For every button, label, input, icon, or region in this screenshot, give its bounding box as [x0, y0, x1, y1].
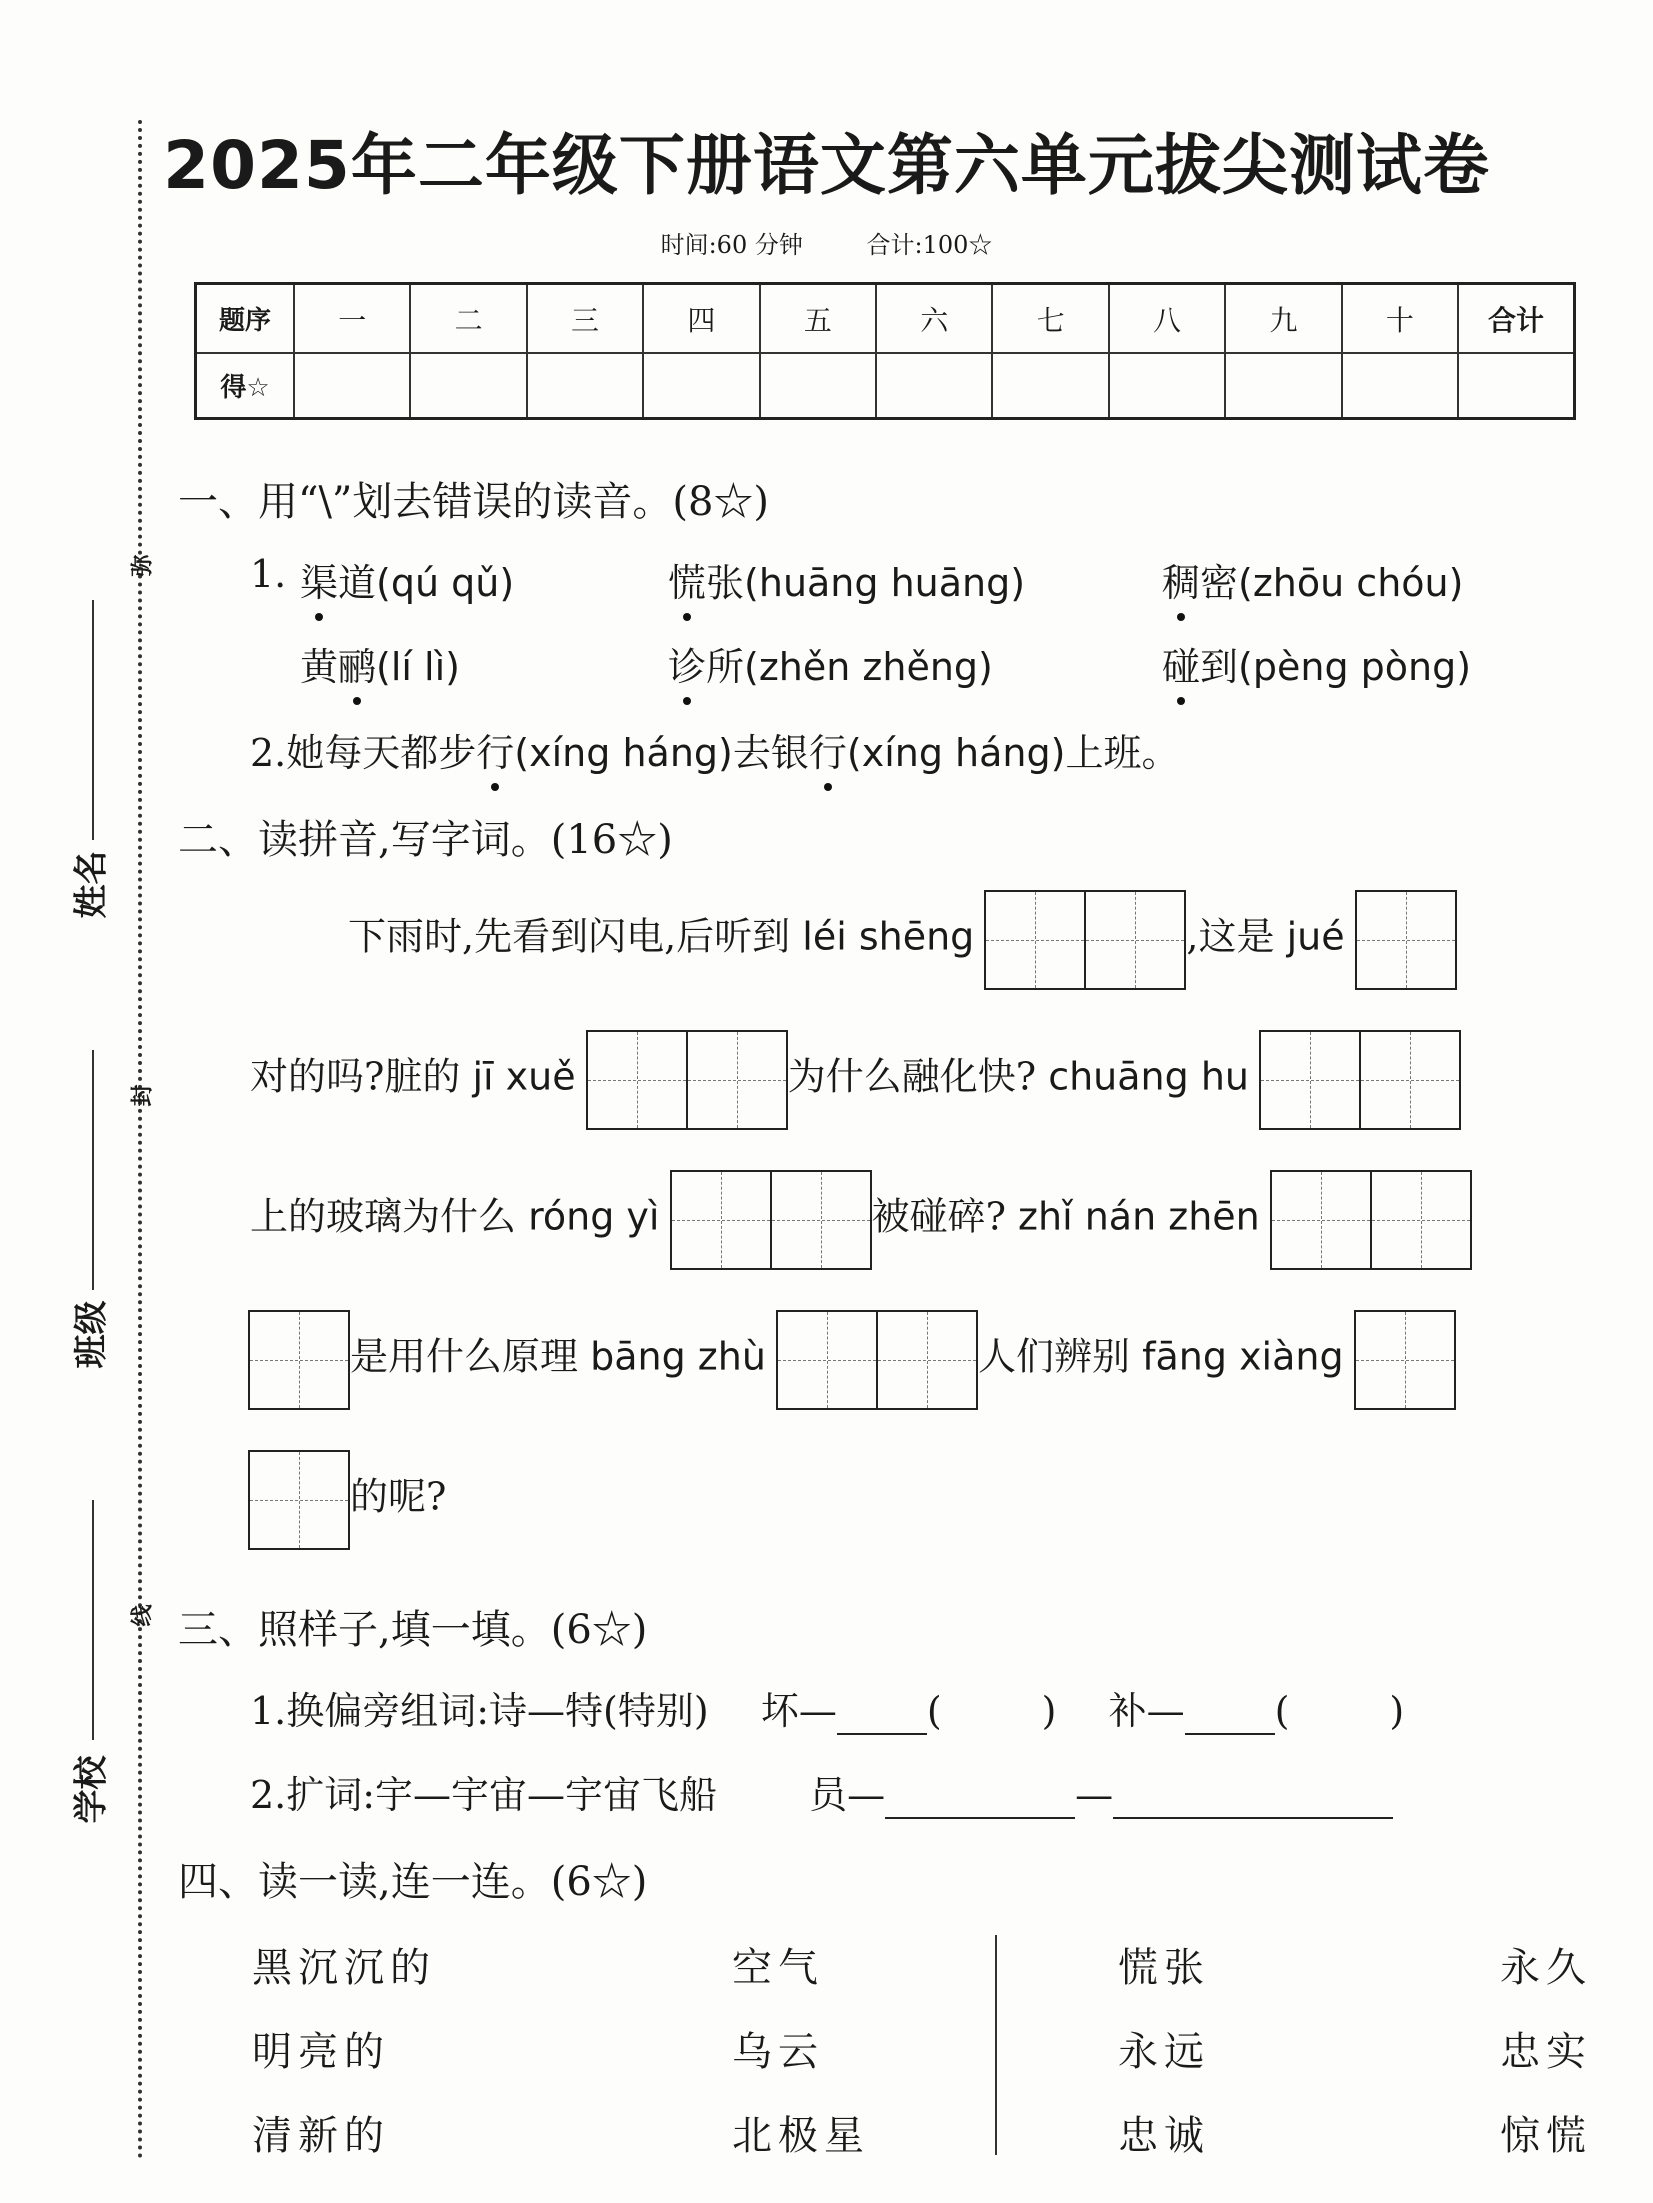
score-table: [194, 282, 1576, 420]
char: 张: [706, 561, 745, 605]
text: 是用什么原理: [350, 1334, 579, 1379]
page-title: 2025年二年级下册语文第六单元拔尖测试卷: [163, 127, 1490, 204]
right-word-b[interactable]: 忠实: [1500, 2029, 1592, 2075]
text: —: [1075, 1773, 1114, 1817]
mid-word[interactable]: 北极星: [732, 2113, 870, 2159]
char: 道: [338, 561, 377, 605]
s1-item-4: [300, 636, 460, 691]
points-row-label: 得☆: [196, 353, 295, 418]
answer-blank[interactable]: [1185, 1733, 1275, 1735]
s2-line-3: [250, 1170, 1472, 1270]
mid-word[interactable]: 乌云: [732, 2029, 824, 2075]
score-col: 一: [294, 284, 410, 354]
section-3-heading: 三、照样子,填一填。(6☆): [178, 1607, 648, 1653]
text: 为什么融化快?: [787, 1054, 1037, 1099]
char: 黄: [300, 645, 339, 689]
name-label: 姓名: [71, 850, 112, 919]
pinyin-options[interactable]: (huāng huāng): [744, 561, 1026, 605]
left-word[interactable]: 清新的: [252, 2113, 390, 2159]
text: 她每天都步: [286, 731, 477, 775]
class-label: 班级: [71, 1300, 112, 1369]
pinyin-prompt: zhǐ nán zhēn: [1018, 1194, 1260, 1239]
s1-q2: [250, 722, 1179, 777]
time-limit: 时间:60 分钟: [660, 231, 803, 259]
answer-blank[interactable]: [1113, 1817, 1393, 1819]
s1-item-1: [300, 552, 514, 607]
example-text: 1.换偏旁组词:诗—特(特别): [250, 1689, 709, 1733]
answer-grid[interactable]: [778, 1310, 978, 1410]
dotted-char: 行: [809, 722, 847, 777]
dotted-char: 诊: [668, 636, 706, 691]
score-col: 八: [1109, 284, 1225, 354]
score-cell[interactable]: [643, 353, 759, 418]
pinyin-prompt: jī xuě: [472, 1054, 576, 1099]
paren: (: [926, 1689, 942, 1733]
s1-item-3: [1162, 552, 1463, 607]
answer-grid[interactable]: [672, 1170, 872, 1270]
score-col: 六: [876, 284, 992, 354]
right-word-b[interactable]: 永久: [1500, 1945, 1592, 1991]
answer-blank[interactable]: [885, 1817, 1075, 1819]
score-cell[interactable]: [294, 353, 410, 418]
cut-mark-xian: 线: [129, 1604, 156, 1627]
pinyin-options[interactable]: (lí lì): [376, 645, 460, 689]
text: 的呢?: [350, 1474, 447, 1519]
score-cell[interactable]: [410, 353, 526, 418]
char: 所: [706, 645, 745, 689]
answer-grid[interactable]: [588, 1030, 788, 1130]
score-table-header-row: [196, 284, 1575, 354]
cut-mark-feng: 封: [129, 1084, 156, 1107]
score-cell[interactable]: [527, 353, 643, 418]
score-cell[interactable]: [760, 353, 876, 418]
answer-grid[interactable]: [1356, 1310, 1456, 1410]
dotted-char: 行: [476, 722, 514, 777]
section-1-heading: 一、用“\”划去错误的读音。(8☆): [178, 479, 770, 525]
s3-q2: [250, 1764, 1393, 1819]
score-cell[interactable]: [1225, 353, 1341, 418]
s2-line-1: [348, 890, 1457, 990]
s1-item-6: [1162, 636, 1471, 691]
s1-q1-num: 1.: [250, 552, 287, 596]
pinyin-prompt: jué: [1286, 914, 1345, 959]
dotted-char: 稠: [1162, 552, 1200, 607]
text: 上班。: [1065, 731, 1180, 775]
answer-grid[interactable]: [1357, 890, 1457, 990]
text: 去银: [732, 731, 809, 775]
right-word-a[interactable]: 忠诚: [1118, 2113, 1210, 2159]
dotted-char: 碰: [1162, 636, 1200, 691]
school-label: 学校: [71, 1755, 112, 1824]
class-blank-line[interactable]: [92, 1050, 94, 1290]
binding-dotted-line: [138, 120, 142, 2160]
text: 被碰碎?: [871, 1194, 1006, 1239]
char: 到: [1200, 645, 1239, 689]
section-2-heading: 二、读拼音,写字词。(16☆): [178, 817, 673, 863]
pinyin-options[interactable]: (xíng háng): [846, 731, 1066, 775]
total-score: 合计:100☆: [866, 231, 993, 259]
score-col: 二: [410, 284, 526, 354]
score-col: 三: [527, 284, 643, 354]
score-cell[interactable]: [992, 353, 1108, 418]
score-cell[interactable]: [876, 353, 992, 418]
q-num: 2.: [250, 731, 287, 775]
char: 密: [1200, 561, 1239, 605]
answer-grid[interactable]: [986, 890, 1186, 990]
right-word-a[interactable]: 慌张: [1118, 1945, 1210, 1991]
exam-meta: [0, 225, 1653, 260]
mid-word[interactable]: 空气: [732, 1945, 824, 1991]
dotted-char: 渠: [300, 552, 338, 607]
text: 补—: [1108, 1689, 1185, 1733]
answer-grid[interactable]: [1272, 1170, 1472, 1270]
column-divider: [995, 1935, 997, 2155]
paren: ): [1389, 1689, 1405, 1733]
text: ,这是: [1186, 914, 1275, 959]
answer-grid[interactable]: [1261, 1030, 1461, 1130]
score-col: 七: [992, 284, 1108, 354]
pinyin-prompt: róng yì: [528, 1194, 660, 1239]
dotted-char: 慌: [668, 552, 706, 607]
s1-item-2: [668, 552, 1025, 607]
text: 下雨时,先看到闪电,后听到: [348, 914, 791, 959]
name-blank-line[interactable]: [92, 600, 94, 840]
s2-line-4: [250, 1310, 1456, 1410]
example-text: 2.扩词:宇—宇宙—宇宙飞船: [250, 1773, 718, 1817]
pinyin-prompt: chuāng hu: [1048, 1054, 1249, 1099]
answer-grid[interactable]: [250, 1450, 350, 1550]
pinyin-options[interactable]: (pèng pòng): [1238, 645, 1472, 689]
paren: (: [1274, 1689, 1290, 1733]
pinyin-options[interactable]: (qú qǔ): [376, 561, 515, 605]
s2-line-5: [250, 1450, 446, 1550]
right-word-a[interactable]: 永远: [1118, 2029, 1210, 2075]
left-word[interactable]: 明亮的: [252, 2029, 390, 2075]
text: 员—: [809, 1773, 886, 1817]
score-col: 五: [760, 284, 876, 354]
score-row-label: 题序: [196, 284, 295, 354]
score-col: 四: [643, 284, 759, 354]
score-cell[interactable]: [1109, 353, 1225, 418]
section-4-heading: 四、读一读,连一连。(6☆): [178, 1859, 648, 1905]
right-word-b[interactable]: 惊慌: [1500, 2113, 1592, 2159]
dotted-char: 鹂: [338, 636, 376, 691]
pinyin-options[interactable]: (zhěn zhěng): [744, 645, 993, 689]
s3-q1: [250, 1680, 1404, 1735]
s1-item-5: [668, 636, 993, 691]
score-col: 九: [1225, 284, 1341, 354]
text: 对的吗?脏的: [250, 1054, 461, 1099]
paren: ): [1041, 1689, 1057, 1733]
score-col-total: 合计: [1458, 284, 1574, 354]
pinyin-prompt: bāng zhù: [590, 1334, 766, 1379]
text: 坏—: [760, 1689, 837, 1733]
score-col: 十: [1342, 284, 1458, 354]
cut-mark-mi: 弥: [129, 554, 156, 577]
s2-line-2: [250, 1030, 1461, 1130]
score-cell[interactable]: [1458, 353, 1574, 418]
text: 人们辨别: [978, 1334, 1131, 1379]
left-word[interactable]: 黑沉沉的: [252, 1945, 436, 1991]
answer-grid[interactable]: [250, 1310, 350, 1410]
pinyin-prompt: léi shēng: [802, 914, 975, 959]
score-cell[interactable]: [1342, 353, 1458, 418]
answer-blank[interactable]: [837, 1733, 927, 1735]
pinyin-options[interactable]: (zhōu chóu): [1238, 561, 1464, 605]
pinyin-prompt: fāng xiàng: [1142, 1334, 1344, 1379]
text: 上的玻璃为什么: [250, 1194, 517, 1239]
pinyin-options[interactable]: (xíng háng): [514, 731, 733, 775]
school-blank-line[interactable]: [92, 1500, 94, 1740]
score-table-points-row: [196, 353, 1575, 418]
